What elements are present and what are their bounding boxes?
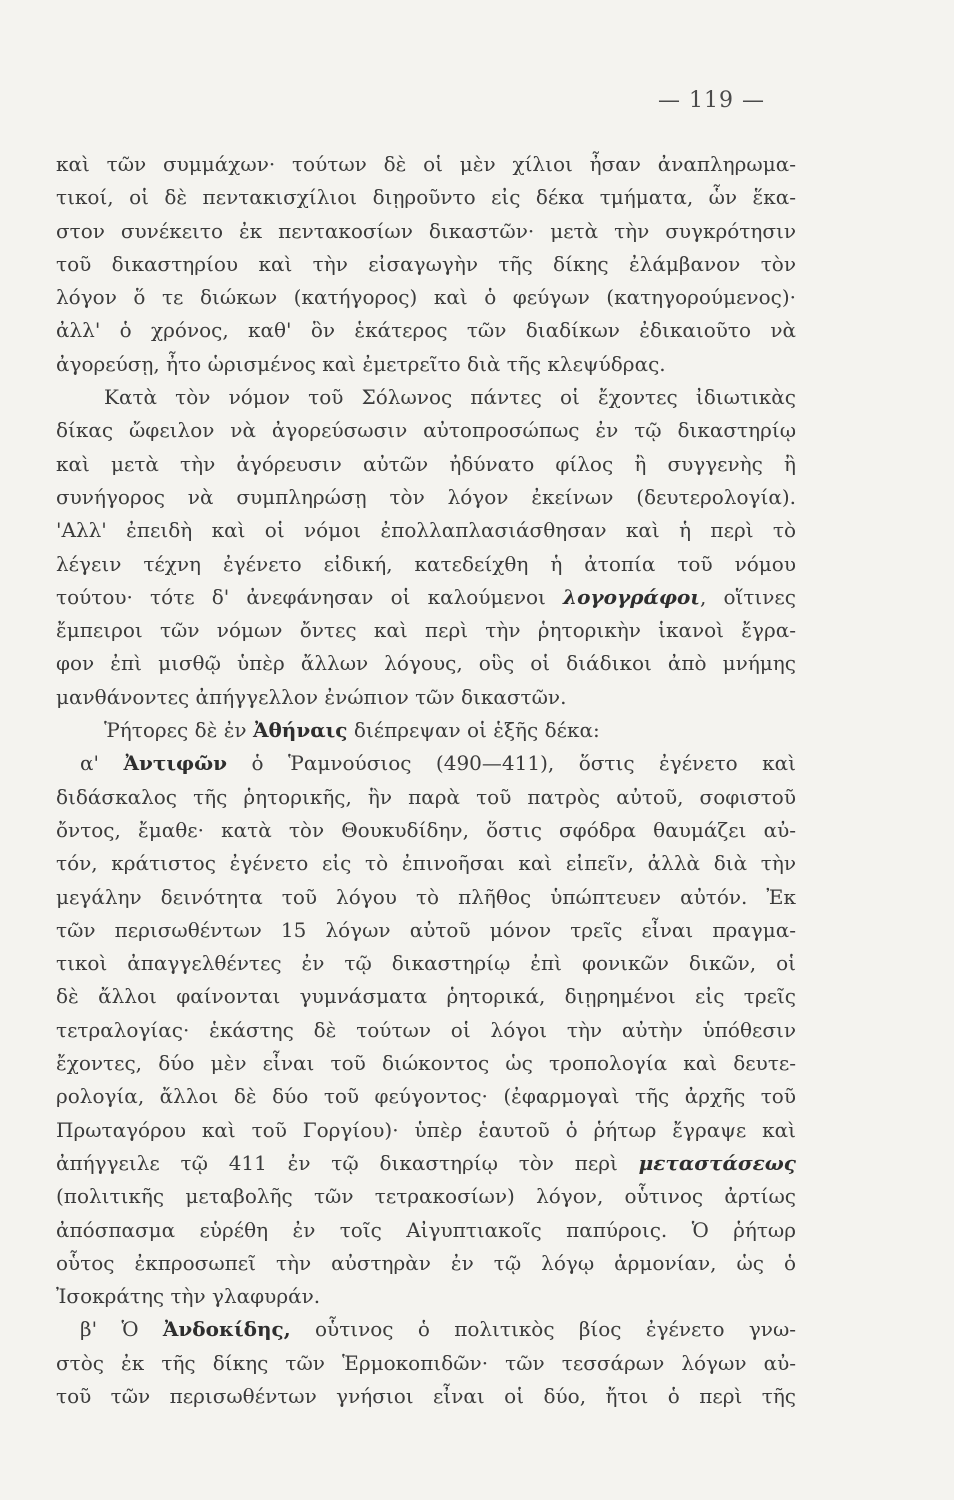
- body-text: [56, 148, 796, 1413]
- orator-entry-andocides: [56, 1313, 796, 1346]
- text-line: ρολογία, ἄλλοι δὲ δύο τοῦ φεύγοντος· (ἐφαρμογαὶ τῆς ἀρχῆς τοῦ: [56, 1084, 796, 1109]
- text-line: λόγον ὅ τε διώκων (κατήγορος) καὶ ὁ φεύγων (κατηγορούμενος)·: [56, 285, 796, 310]
- text-line: τοῦ δικαστηρίου καὶ τὴν εἰσαγωγὴν τῆς δίκης ἐλάμβανον τὸν: [56, 251, 796, 276]
- text-line: 'Αλλ' ἐπειδὴ καὶ οἱ νόμοι ἐπολλαπλασιάσθησαν καὶ ἡ περὶ τὸ: [56, 518, 796, 543]
- text-line: διδάσκαλος τῆς ῥητορικῆς, ἣν παρὰ τοῦ πατρὸς αὐτοῦ, σοφιστοῦ: [56, 784, 796, 809]
- text-line: δίκας ὤφειλον νὰ ἀγορεύσωσιν αὐτοπροσώπως ἐν τῷ δικαστηρίῳ: [56, 418, 796, 443]
- text-line: ἔχοντες, δύο μὲν εἶναι τοῦ διώκοντος ὡς τροπολογία καὶ δευτε-: [56, 1051, 796, 1076]
- text-segment: Ὁ: [121, 1317, 139, 1342]
- text-segment: ὁ Ῥαμνούσιος (490—411), ὅστις ἐγένετο καὶ: [251, 751, 796, 776]
- text-line: μεγάλην δεινότητα τοῦ λόγου τὸ πλῆθος ὑπώπτευεν αὐτόν. Ἐκ: [56, 884, 796, 909]
- text-line: οὗτος ἐκπροσωπεῖ τὴν αὐστηρὰν ἐν τῷ λόγῳ ἁρμονίαν, ὡς ὁ: [56, 1250, 796, 1275]
- text-line: [56, 581, 796, 614]
- text-line: καὶ μετὰ τὴν ἀγόρευσιν αὐτῶν ἠδύνατο φίλος ἢ συγγενὴς ἢ: [56, 451, 796, 476]
- text-line: τικοὶ ἀπαγγελθέντες ἐν τῷ δικαστηρίῳ ἐπὶ φονικῶν δικῶν, οἱ: [56, 951, 796, 976]
- text-line: φον ἐπὶ μισθῷ ὑπὲρ ἄλλων λόγους, οὓς οἱ διάδικοι ἀπὸ μνήμης: [56, 651, 796, 676]
- text-line: στον συνέκειτο ἐκ πεντακοσίων δικαστῶν· μετὰ τὴν συγκρότησιν: [56, 218, 796, 243]
- text-line: ἀπόσπασμα εὑρέθη ἐν τοῖς Αἰγυπτιακοῖς παπύροις. Ὁ ῥήτωρ: [56, 1217, 796, 1242]
- entry-number: β': [80, 1317, 98, 1342]
- place-athens: Ἀθήναις: [252, 718, 348, 743]
- text-line: [56, 1147, 796, 1180]
- text-line: τετραλογίας· ἑκάστης δὲ τούτων οἱ λόγοι τὴν αὐτὴν ὑπόθεσιν: [56, 1017, 796, 1042]
- text-line: (πολιτικῆς μεταβολῆς τῶν τετρακοσίων) λόγον, οὗτινος ἀρτίως: [56, 1184, 796, 1209]
- orator-entry-antiphon: [56, 747, 796, 780]
- entry-number: α': [80, 751, 100, 776]
- paragraph-start: [56, 714, 796, 747]
- text-line: τικοί, οἱ δὲ πεντακισχίλιοι διῃροῦντο εἰς δέκα τμήματα, ὧν ἕκα-: [56, 185, 796, 210]
- text-line: καὶ τῶν συμμάχων· τούτων δὲ οἱ μὲν χίλιοι ἦσαν ἀναπληρωμα-: [56, 152, 796, 176]
- text-segment: Ῥήτορες δὲ ἐν: [104, 718, 247, 743]
- text-line: ἔμπειροι τῶν νόμων ὄντες καὶ περὶ τὴν ῥητορικὴν ἱκανοὶ ἔγρα-: [56, 618, 796, 643]
- text-line: ἀγορεύσῃ, ἦτο ὡρισμένος καὶ ἐμετρεῖτο διὰ τῆς κλεψύδρας.: [56, 351, 666, 376]
- orator-name-antiphon: Ἀντιφῶν: [123, 751, 228, 776]
- text-line: τόν, κράτιστος ἐγένετο εἰς τὸ ἐπινοῆσαι καὶ εἰπεῖν, ἀλλὰ διὰ τὴν: [56, 851, 796, 876]
- text-line: δὲ ἄλλοι φαίνονται γυμνάσματα ῥητορικά, διῃρημένοι εἰς τρεῖς: [56, 984, 796, 1009]
- page-number: — 119 —: [658, 88, 765, 113]
- text-segment: τούτου· τότε δ' ἀνεφάνησαν οἱ καλούμενοι: [56, 584, 546, 609]
- orator-name-andocides: Ἀνδοκίδης,: [162, 1317, 291, 1342]
- text-segment: διέπρεψαν οἱ ἑξῆς δέκα:: [353, 718, 600, 743]
- text-segment: ἀπήγγειλε τῷ 411 ἐν τῷ δικαστηρίῳ τὸν περὶ: [56, 1150, 618, 1175]
- text-line: ὄντος, ἔμαθε· κατὰ τὸν Θουκυδίδην, ὅστις σφόδρα θαυμάζει αὐ-: [56, 817, 796, 842]
- text-line: Ἰσοκράτης τὴν γλαφυράν.: [56, 1284, 321, 1309]
- text-line: τοῦ τῶν περισωθέντων γνήσιοι εἶναι οἱ δύο, ἤτοι ὁ περὶ τῆς: [56, 1383, 796, 1408]
- paragraph-start: Κατὰ τὸν νόμον τοῦ Σόλωνος πάντες οἱ ἔχοντες ἰδιωτικὰς: [104, 385, 796, 410]
- text-line: τῶν περισωθέντων 15 λόγων αὐτοῦ μόνον τρεῖς εἶναι πραγμα-: [56, 917, 796, 942]
- text-segment: , οἵτινες: [699, 584, 796, 609]
- text-line: ἀλλ' ὁ χρόνος, καθ' ὃν ἑκάτερος τῶν διαδίκων ἐδικαιοῦτο νὰ: [56, 318, 796, 343]
- term-metastaseos: μεταστάσεως: [638, 1150, 796, 1175]
- text-line: μανθάνοντες ἀπήγγελλον ἐνώπιον τῶν δικαστῶν.: [56, 684, 567, 709]
- text-line: στὸς ἐκ τῆς δίκης τῶν Ἑρμοκοπιδῶν· τῶν τεσσάρων λόγων αὐ-: [56, 1350, 796, 1375]
- text-line: Πρωταγόρου καὶ τοῦ Γοργίου)· ὑπὲρ ἑαυτοῦ ὁ ῥήτωρ ἔγραψε καὶ: [56, 1117, 796, 1142]
- text-line: συνήγορος νὰ συμπληρώσῃ τὸν λόγον ἐκείνων (δευτερολογία).: [56, 484, 796, 509]
- term-logografoi: λογογράφοι: [563, 584, 700, 609]
- text-line: λέγειν τέχνη ἐγένετο εἰδική, κατεδείχθη ἡ ἀτοπία τοῦ νόμου: [56, 551, 796, 576]
- text-segment: οὗτινος ὁ πολιτικὸς βίος ἐγένετο γνω-: [315, 1317, 796, 1342]
